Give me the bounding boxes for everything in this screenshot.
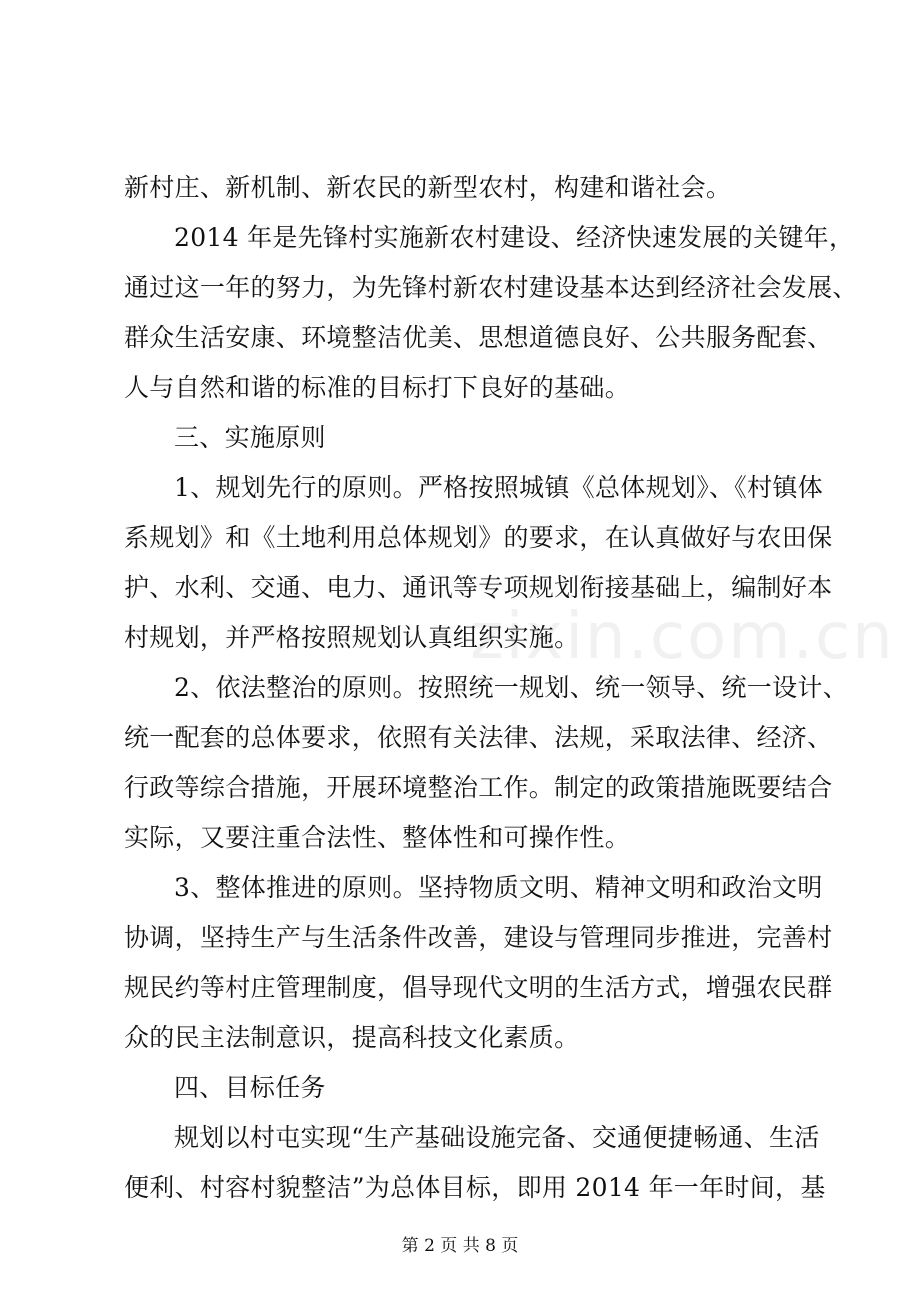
text-line: 2014 年是先锋村实施新农村建设、经济快速发展的关键年，	[174, 223, 855, 252]
text-line: 村规划，并严格按照规划认真组织实施。	[124, 623, 580, 652]
text-line: 行政等综合措施，开展环境整治工作。制定的政策措施既要结合	[124, 773, 833, 802]
section-heading: 四、目标任务	[174, 1073, 326, 1102]
text-line: 便利、村容村貌整洁”为总体目标，即用 2014 年一年时间，基	[124, 1173, 826, 1202]
page-footer: 第 2 页 共 8 页	[401, 1236, 519, 1256]
watermark: zixin.com.cn	[470, 600, 895, 674]
text-line: 系规划》和《土地利用总体规划》的要求，在认真做好与农田保	[124, 523, 833, 552]
text-line: 统一配套的总体要求，依照有关法律、法规，采取法律、经济、	[124, 723, 833, 752]
text-line: 规划以村屯实现“生产基础设施完备、交通便捷畅通、生活	[174, 1123, 820, 1152]
text-line: 1、规划先行的原则。严格按照城镇《总体规划》、《村镇体	[174, 473, 824, 502]
text-line: 新村庄、新机制、新农民的新型农村，构建和谐社会。	[124, 173, 732, 202]
text-line: 2、依法整治的原则。按照统一规划、统一领导、统一设计、	[174, 673, 849, 702]
text-line: 规民约等村庄管理制度，倡导现代文明的生活方式，增强农民群	[124, 973, 833, 1002]
text-line: 群众生活安康、环境整洁优美、思想道德良好、公共服务配套、	[124, 323, 833, 352]
text-line: 协调，坚持生产与生活条件改善，建设与管理同步推进，完善村	[124, 923, 833, 952]
text-line: 通过这一年的努力，为先锋村新农村建设基本达到经济社会发展、	[124, 273, 858, 302]
text-line: 护、水利、交通、电力、通讯等专项规划衔接基础上，编制好本	[124, 573, 833, 602]
section-heading: 三、实施原则	[174, 423, 326, 452]
text-line: 实际，又要注重合法性、整体性和可操作性。	[124, 823, 631, 852]
text-line: 3、整体推进的原则。坚持物质文明、精神文明和政治文明	[174, 873, 823, 902]
text-line: 人与自然和谐的标准的目标打下良好的基础。	[124, 373, 631, 402]
text-line: 众的民主法制意识，提高科技文化素质。	[124, 1023, 580, 1052]
